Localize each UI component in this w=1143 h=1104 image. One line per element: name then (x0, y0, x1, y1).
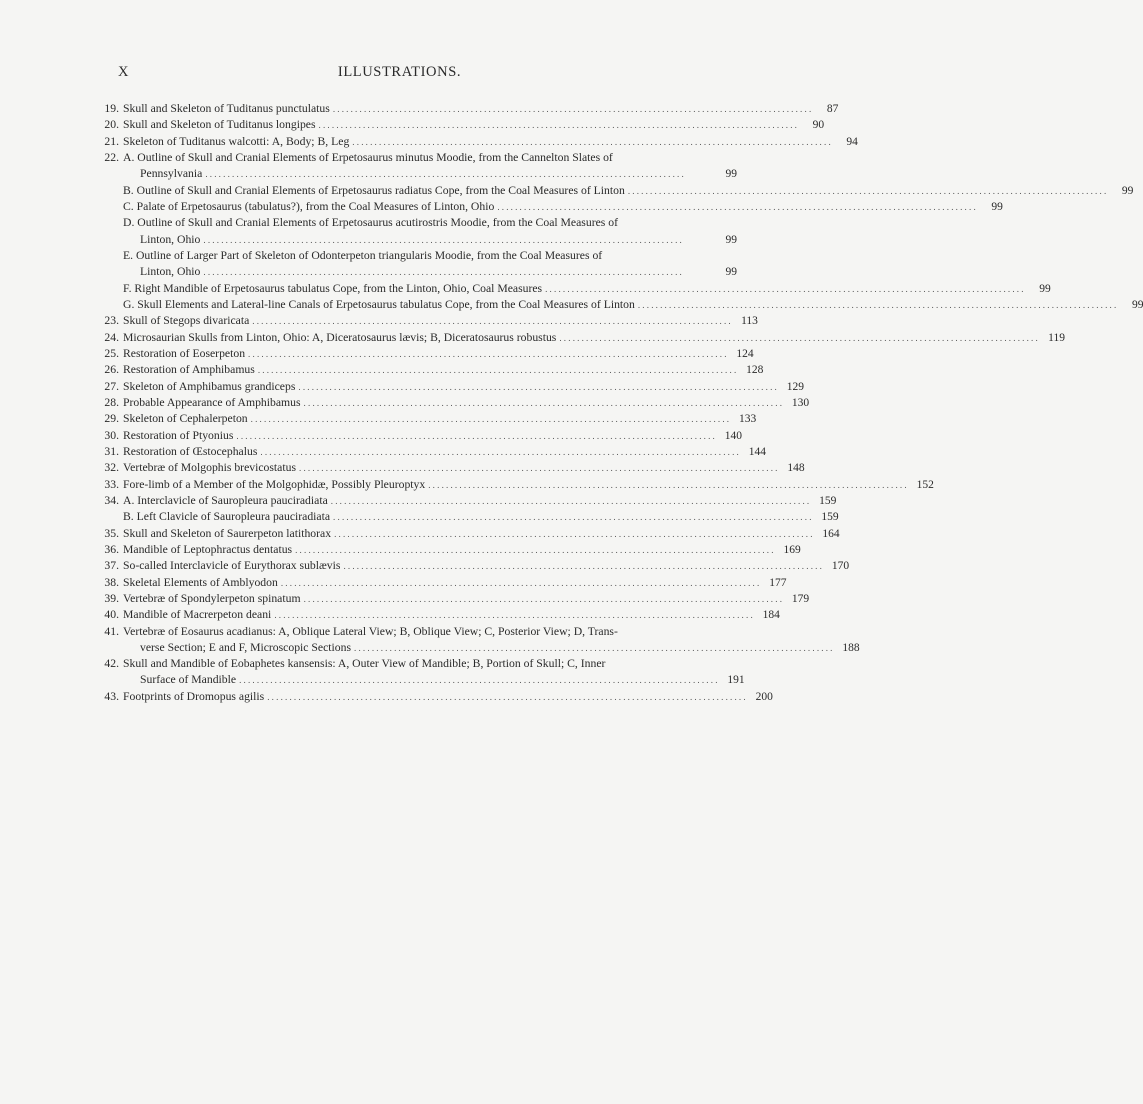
item-title: E. Outline of Larger Part of Skeleton of Odonterpeton triangularis Moodie, from the Coal Measures of (123, 248, 603, 262)
leader-dots: ............................................................................................................ (303, 397, 785, 408)
leader-dots: ............................................................................................................ (267, 691, 748, 702)
item-line (123, 362, 764, 378)
list-item (97, 248, 737, 264)
list-item (97, 379, 804, 395)
item-line (123, 215, 737, 231)
item-page-number: 99 (725, 266, 737, 279)
item-number: 28. (104, 395, 119, 409)
illustrations-list (97, 101, 1143, 705)
item-title: C. Palate of Erpetosaurus (tabulatus?), from the Coal Measures of Linton, Ohio (123, 199, 495, 213)
list-item (97, 672, 745, 688)
leader-dots: ............................................................................................................ (205, 169, 686, 180)
item-number: 32. (104, 461, 119, 475)
item-number: 38. (104, 575, 119, 589)
leader-dots: ............................................................................................................ (354, 642, 835, 653)
list-item (97, 183, 1134, 199)
list-item (97, 346, 754, 362)
item-page-number: 129 (786, 380, 804, 393)
item-title: Footprints of Dromopus agilis (123, 689, 265, 703)
item-line (123, 428, 742, 444)
item-title: Skeleton of Cephalerpeton (123, 412, 248, 426)
item-line (123, 395, 810, 411)
item-page-number: 184 (762, 609, 780, 622)
item-page-number: 87 (826, 103, 839, 115)
list-item (97, 509, 839, 525)
list-item (97, 199, 1003, 215)
item-title: Skull and Skeleton of Tuditanus longipes (123, 118, 316, 132)
item-title: B. Left Clavicle of Sauropleura pauciradiata (123, 510, 331, 524)
list-item (97, 526, 840, 542)
leader-dots: ............................................................................................................ (239, 675, 720, 686)
item-line (123, 411, 757, 427)
leader-dots: ............................................................................................................ (428, 479, 909, 490)
item-line (123, 313, 758, 329)
item-line (123, 248, 737, 264)
item-title: Skull and Skeleton of Tuditanus punctulatus (123, 102, 330, 115)
list-item (97, 330, 1065, 346)
leader-dots: ............................................................................................................ (334, 528, 815, 539)
item-page-number: 191 (727, 674, 745, 687)
item-line (123, 183, 1134, 199)
page-header (118, 64, 681, 84)
list-item (97, 101, 839, 117)
item-line (123, 444, 766, 460)
leader-dots: ............................................................................................................ (280, 577, 762, 588)
item-number: 23. (104, 314, 119, 328)
item-title: F. Right Mandible of Erpetosaurus tabulatus Cope, from the Linton, Ohio, Coal Measures (123, 281, 543, 295)
item-line (123, 624, 737, 640)
leader-dots: ............................................................................................................ (333, 512, 814, 523)
item-page-number: 159 (819, 494, 837, 507)
list-item (97, 117, 825, 133)
item-page-number: 177 (769, 576, 787, 589)
item-title: Pennsylvania (140, 167, 203, 181)
item-page-number: 152 (916, 478, 934, 491)
item-page-number: 99 (725, 233, 737, 246)
item-page-number: 99 (1039, 282, 1051, 295)
item-line (123, 526, 840, 542)
item-title: verse Section; E and F, Microscopic Sections (140, 640, 352, 654)
item-title: Restoration of Eoserpeton (123, 346, 246, 360)
item-line (123, 607, 780, 623)
item-line (123, 330, 1065, 346)
item-title: A. Outline of Skull and Cranial Elements of Erpetosaurus minutus Moodie, from the Cannelton Slates of (123, 150, 613, 164)
leader-dots: ............................................................................................................ (260, 446, 741, 457)
list-item (97, 150, 737, 166)
list-item (97, 313, 758, 329)
item-title: Skull and Mandible of Eobaphetes kansensis: A, Outer View of Mandible; B, Portion of Skull; C, Inner (123, 657, 606, 671)
item-line (123, 656, 737, 672)
item-line (140, 640, 860, 656)
item-number: 33. (104, 477, 119, 491)
item-number: 39. (104, 591, 119, 605)
item-number: 42. (104, 657, 119, 671)
leader-dots: ............................................................................................................ (318, 120, 800, 131)
item-title: Vertebræ of Molgophis brevicostatus (123, 461, 297, 475)
leader-dots: ............................................................................................................ (332, 104, 814, 114)
list-item (97, 134, 858, 150)
list-item (97, 542, 801, 558)
item-number: 43. (104, 689, 119, 703)
leader-dots: ............................................................................................................ (257, 365, 739, 376)
item-number: 36. (104, 542, 119, 556)
item-title: Linton, Ohio (140, 232, 201, 246)
item-title: G. Skull Elements and Lateral-line Canals of Erpetosaurus tabulatus Cope, from the Coal Measures of Linton (123, 297, 635, 311)
item-page-number: 113 (741, 315, 758, 328)
item-title: Restoration of Ptyonius (123, 428, 234, 442)
item-page-number: 179 (791, 592, 810, 605)
item-page-number: 144 (748, 445, 766, 458)
item-line (140, 166, 737, 182)
item-number: 27. (104, 379, 119, 393)
item-page-number: 188 (842, 641, 860, 654)
item-title: Vertebræ of Eosaurus acadianus: A, Oblique Lateral View; B, Oblique View; C, Posterior View; D, Trans- (123, 624, 618, 638)
list-item (97, 624, 737, 640)
item-page-number: 140 (724, 429, 742, 442)
page-number-roman: X (118, 64, 130, 80)
list-item (97, 395, 810, 411)
item-line (123, 477, 934, 493)
item-number: 34. (104, 493, 119, 507)
list-item (97, 428, 742, 444)
item-number: 19. (104, 102, 119, 115)
leader-dots: ............................................................................................................ (330, 495, 812, 506)
leader-dots: ............................................................................................................ (497, 201, 978, 212)
item-page-number: 90 (812, 119, 825, 132)
leader-dots: ............................................................................................................ (298, 381, 779, 392)
list-item (97, 640, 860, 656)
item-number: 29. (104, 412, 119, 426)
leader-dots: ............................................................................................................ (274, 610, 755, 621)
list-item (97, 656, 737, 672)
list-item (97, 264, 737, 280)
list-item (97, 232, 737, 248)
leader-dots: ............................................................................................................ (250, 414, 732, 425)
item-title: Vertebræ of Spondylerpeton spinatum (123, 591, 301, 605)
item-title: Surface of Mandible (140, 673, 237, 687)
item-title: Skeletal Elements of Amblyodon (123, 575, 278, 589)
list-item (97, 362, 764, 378)
item-title: A. Interclavicle of Sauropleura pauciradiata (123, 493, 328, 507)
item-title: Microsaurian Skulls from Linton, Ohio: A, Diceratosaurus lævis; B, Diceratosaurus robustus (123, 330, 557, 344)
item-line (123, 297, 1143, 313)
leader-dots: ............................................................................................................ (352, 136, 833, 147)
list-item (97, 575, 787, 591)
item-page-number: 99 (1131, 298, 1143, 311)
item-number: 37. (104, 559, 119, 573)
item-line (123, 281, 1051, 297)
item-number: 41. (104, 624, 119, 638)
item-page-number: 99 (1121, 184, 1134, 197)
item-number: 25. (104, 346, 119, 360)
item-title: Skeleton of Tuditanus walcotti: A, Body; B, Leg (123, 134, 350, 148)
item-title: Mandible of Macrerpeton deani (123, 608, 272, 622)
list-item (97, 444, 766, 460)
leader-dots: ............................................................................................................ (299, 463, 780, 474)
item-title: B. Outline of Skull and Cranial Elements of Erpetosaurus radiatus Cope, from the Coal Measures of Linton (123, 183, 625, 197)
item-title: Skeleton of Amphibamus grandiceps (123, 379, 296, 393)
item-line (123, 134, 858, 150)
item-page-number: 99 (991, 200, 1003, 213)
item-line (123, 558, 850, 574)
leader-dots: ............................................................................................................ (252, 316, 733, 327)
leader-dots: ............................................................................................................ (248, 348, 729, 359)
item-title: Restoration of Œstocephalus (123, 444, 258, 458)
list-item (97, 477, 934, 493)
item-line (123, 575, 787, 591)
leader-dots: ............................................................................................................ (295, 544, 776, 555)
item-number: 35. (104, 526, 119, 540)
leader-dots: ............................................................................................................ (303, 593, 785, 604)
leader-dots: ............................................................................................................ (627, 185, 1109, 196)
list-item (97, 558, 850, 574)
item-number: 30. (104, 428, 119, 442)
item-line (123, 199, 1003, 215)
page-title: ILLUSTRATIONS. (337, 64, 462, 80)
list-item (97, 166, 737, 182)
item-title: D. Outline of Skull and Cranial Elements of Erpetosaurus acutirostris Moodie, from the Coal Measures of (123, 216, 618, 230)
leader-dots: ............................................................................................................ (343, 561, 825, 572)
item-line (123, 460, 805, 476)
list-item (97, 493, 837, 509)
leader-dots: ............................................................................................................ (559, 332, 1040, 343)
list-item (97, 607, 780, 623)
item-line (140, 264, 737, 280)
item-line (140, 232, 737, 248)
item-line (123, 509, 839, 525)
item-title: So-called Interclavicle of Eurythorax sublævis (123, 559, 341, 573)
item-line (123, 591, 810, 607)
list-item (97, 215, 737, 231)
list-item (97, 689, 773, 705)
list-item (97, 281, 1051, 297)
leader-dots: ............................................................................................................ (203, 267, 684, 278)
item-line (123, 117, 825, 133)
item-page-number: 200 (755, 690, 773, 703)
list-item (97, 411, 757, 427)
item-page-number: 94 (846, 135, 858, 148)
item-title: Linton, Ohio (140, 265, 201, 279)
leader-dots: ............................................................................................................ (203, 234, 684, 245)
item-line (123, 689, 773, 705)
leader-dots: ............................................................................................................ (236, 430, 717, 441)
item-title: Probable Appearance of Amphibamus (123, 395, 301, 409)
item-line (123, 493, 837, 509)
leader-dots: ............................................................................................................ (637, 299, 1119, 310)
item-title: Skull of Stegops divaricata (123, 314, 250, 328)
item-title: Skull and Skeleton of Saurerpeton latithorax (123, 526, 332, 540)
item-line (140, 672, 745, 688)
item-title: Fore-limb of a Member of the Molgophidæ, Possibly Pleuroptyx (123, 477, 426, 491)
list-item (97, 591, 810, 607)
item-page-number: 119 (1048, 331, 1065, 344)
item-page-number: 130 (791, 396, 810, 409)
item-line (123, 379, 804, 395)
item-page-number: 124 (736, 347, 754, 360)
item-line (123, 542, 801, 558)
list-item (97, 297, 1143, 313)
item-number: 22. (104, 150, 119, 164)
item-line (123, 150, 737, 166)
item-title: Mandible of Leptophractus dentatus (123, 542, 293, 556)
item-page-number: 148 (787, 462, 805, 475)
item-page-number: 170 (831, 560, 850, 573)
item-number: 26. (104, 363, 119, 377)
item-page-number: 133 (739, 413, 757, 426)
list-item (97, 460, 805, 476)
item-number: 40. (104, 608, 119, 622)
item-line (123, 101, 839, 117)
item-page-number: 128 (746, 364, 764, 377)
item-page-number: 169 (783, 543, 801, 556)
item-page-number: 99 (725, 168, 737, 181)
item-page-number: 164 (822, 527, 840, 540)
item-number: 21. (104, 134, 119, 148)
item-number: 31. (104, 444, 119, 458)
item-number: 20. (104, 118, 119, 132)
item-title: Restoration of Amphibamus (123, 363, 255, 377)
item-number: 24. (104, 330, 119, 344)
item-line (123, 346, 754, 362)
item-page-number: 159 (821, 511, 839, 524)
leader-dots: ............................................................................................................ (545, 283, 1026, 294)
